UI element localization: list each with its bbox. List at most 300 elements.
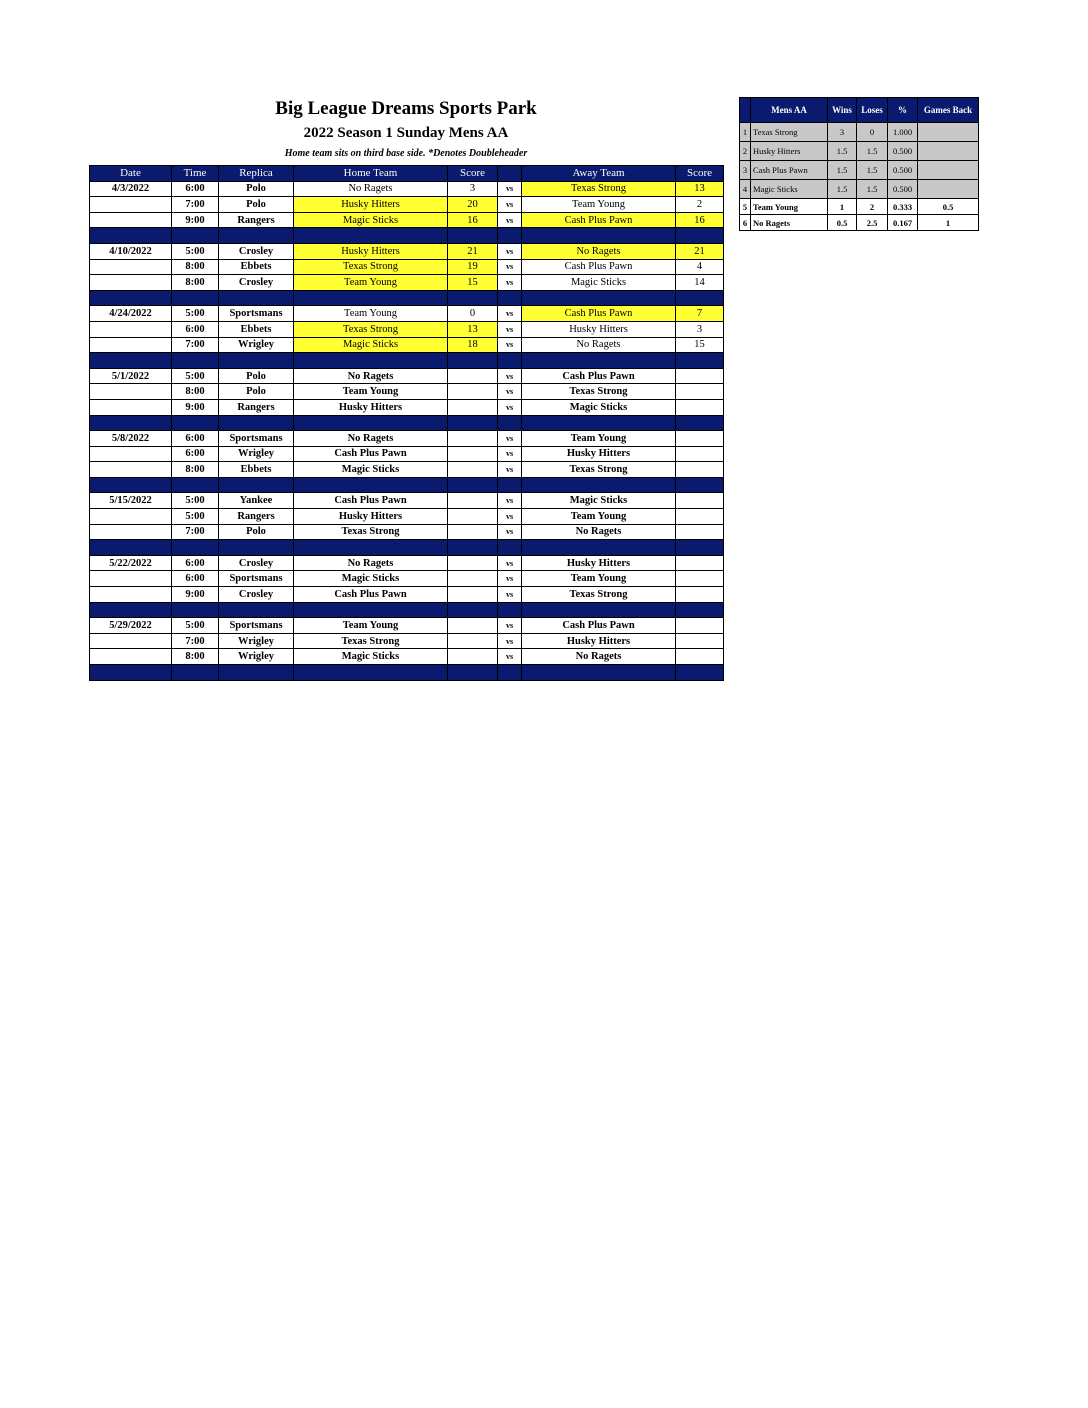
game-time: 8:00 [172,384,219,400]
separator-cell [676,415,724,431]
standings-header-rank [740,98,751,123]
game-time: 7:00 [172,633,219,649]
game-row [90,337,724,353]
away-score: 3 [676,321,724,337]
separator-cell [172,228,219,244]
separator-cell [294,665,448,681]
game-date: 5/29/2022 [90,618,172,634]
home-team: Texas Strong [294,524,448,540]
home-score [448,524,498,540]
separator-cell [498,290,522,306]
away-team: Team Young [522,431,676,447]
team-loses: 2 [857,199,888,215]
team-win-pct: 1.000 [888,123,918,142]
team-loses: 1.5 [857,161,888,180]
game-row [90,181,724,197]
schedule-header-row [90,166,724,182]
separator-cell [498,665,522,681]
team-rank: 1 [740,123,751,142]
home-team: Husky Hitters [294,197,448,213]
home-team: Cash Plus Pawn [294,493,448,509]
away-team: Magic Sticks [522,399,676,415]
game-replica-field: Sportsmans [219,306,294,322]
home-team: Team Young [294,306,448,322]
game-time: 8:00 [172,462,219,478]
separator-cell [676,477,724,493]
separator-cell [676,290,724,306]
col-header-vs [498,166,522,182]
game-row [90,399,724,415]
game-time: 6:00 [172,321,219,337]
away-team: Cash Plus Pawn [522,618,676,634]
separator-cell [294,353,448,369]
team-loses: 0 [857,123,888,142]
game-replica-field: Ebbets [219,321,294,337]
away-score: 16 [676,212,724,228]
vs-label: vs [498,555,522,571]
team-rank: 5 [740,199,751,215]
away-score: 2 [676,197,724,213]
game-date [90,571,172,587]
team-games-back [918,123,979,142]
team-loses: 1.5 [857,180,888,199]
separator-cell [498,540,522,556]
home-score [448,493,498,509]
separator-cell [448,290,498,306]
team-name: Husky Hitters [751,142,828,161]
game-time: 9:00 [172,399,219,415]
game-date [90,524,172,540]
game-row [90,275,724,291]
away-team: Texas Strong [522,587,676,603]
team-games-back: 0.5 [918,199,979,215]
game-date [90,384,172,400]
home-score [448,649,498,665]
game-time: 5:00 [172,306,219,322]
standings-row [740,199,979,215]
game-replica-field: Polo [219,368,294,384]
away-score [676,618,724,634]
game-row [90,212,724,228]
game-date [90,212,172,228]
away-team: No Ragets [522,649,676,665]
away-score [676,493,724,509]
home-team: Texas Strong [294,321,448,337]
vs-label: vs [498,368,522,384]
game-date [90,259,172,275]
vs-label: vs [498,306,522,322]
separator-cell [90,228,172,244]
week-separator [90,290,724,306]
separator-cell [172,353,219,369]
separator-cell [219,228,294,244]
separator-cell [294,290,448,306]
team-rank: 4 [740,180,751,199]
home-score [448,431,498,447]
col-header-away-score: Score [676,166,724,182]
team-wins: 1.5 [828,180,857,199]
separator-cell [90,477,172,493]
vs-label: vs [498,509,522,525]
away-team: No Ragets [522,524,676,540]
separator-cell [676,353,724,369]
team-name: Cash Plus Pawn [751,161,828,180]
game-time: 5:00 [172,618,219,634]
week-separator [90,415,724,431]
away-score: 15 [676,337,724,353]
game-row [90,431,724,447]
separator-cell [172,290,219,306]
separator-cell [676,228,724,244]
vs-label: vs [498,243,522,259]
team-win-pct: 0.500 [888,161,918,180]
game-date [90,321,172,337]
standings-row [740,142,979,161]
game-date [90,633,172,649]
home-team: Team Young [294,384,448,400]
separator-cell [676,665,724,681]
home-score [448,399,498,415]
col-header-away-team: Away Team [522,166,676,182]
standings-header-division: Mens AA [751,98,828,123]
separator-cell [172,540,219,556]
vs-label: vs [498,571,522,587]
separator-cell [448,477,498,493]
separator-cell [172,477,219,493]
team-games-back [918,161,979,180]
standings-body [740,123,979,231]
game-row [90,446,724,462]
home-team: Husky Hitters [294,509,448,525]
game-time: 5:00 [172,493,219,509]
separator-cell [522,602,676,618]
separator-cell [498,602,522,618]
away-team: No Ragets [522,243,676,259]
game-time: 8:00 [172,275,219,291]
team-win-pct: 0.333 [888,199,918,215]
away-score [676,571,724,587]
game-replica-field: Rangers [219,509,294,525]
separator-cell [294,540,448,556]
away-score [676,509,724,525]
game-time: 9:00 [172,212,219,228]
separator-cell [498,477,522,493]
home-team: No Ragets [294,431,448,447]
away-team: Team Young [522,509,676,525]
standings-row [740,215,979,231]
game-row [90,587,724,603]
team-rank: 6 [740,215,751,231]
team-games-back [918,180,979,199]
vs-label: vs [498,618,522,634]
game-row [90,649,724,665]
home-score: 18 [448,337,498,353]
team-loses: 2.5 [857,215,888,231]
vs-label: vs [498,649,522,665]
col-header-date: Date [90,166,172,182]
game-time: 7:00 [172,337,219,353]
home-score [448,555,498,571]
game-date [90,399,172,415]
game-replica-field: Polo [219,197,294,213]
away-team: Texas Strong [522,181,676,197]
col-header-time: Time [172,166,219,182]
home-score: 3 [448,181,498,197]
vs-label: vs [498,633,522,649]
vs-label: vs [498,212,522,228]
game-time: 5:00 [172,509,219,525]
game-date: 5/1/2022 [90,368,172,384]
separator-cell [294,415,448,431]
home-team: Magic Sticks [294,649,448,665]
team-wins: 0.5 [828,215,857,231]
away-score [676,587,724,603]
vs-label: vs [498,275,522,291]
away-team: No Ragets [522,337,676,353]
away-team: Husky Hitters [522,321,676,337]
standings-header-games-back: Games Back [918,98,979,123]
home-score: 21 [448,243,498,259]
game-replica-field: Wrigley [219,337,294,353]
standings-header-loses: Loses [857,98,888,123]
home-team: Husky Hitters [294,399,448,415]
game-replica-field: Wrigley [219,649,294,665]
standings-table [739,97,979,231]
home-team: Texas Strong [294,259,448,275]
game-date: 4/3/2022 [90,181,172,197]
home-score: 15 [448,275,498,291]
game-date: 5/15/2022 [90,493,172,509]
standings-header-wins: Wins [828,98,857,123]
home-score [448,633,498,649]
team-games-back: 1 [918,215,979,231]
away-team: Husky Hitters [522,555,676,571]
separator-cell [522,540,676,556]
game-date [90,446,172,462]
home-team: Husky Hitters [294,243,448,259]
home-team: Cash Plus Pawn [294,587,448,603]
vs-label: vs [498,493,522,509]
separator-cell [219,415,294,431]
separator-cell [522,353,676,369]
game-row [90,633,724,649]
separator-cell [522,477,676,493]
away-score [676,446,724,462]
separator-cell [498,353,522,369]
away-team: Cash Plus Pawn [522,259,676,275]
standings-header-pct: % [888,98,918,123]
home-score [448,384,498,400]
game-row [90,524,724,540]
separator-cell [90,540,172,556]
away-score: 21 [676,243,724,259]
game-time: 5:00 [172,368,219,384]
standings-row [740,161,979,180]
team-name: Team Young [751,199,828,215]
game-time: 6:00 [172,571,219,587]
team-name: Magic Sticks [751,180,828,199]
col-header-home-team: Home Team [294,166,448,182]
separator-cell [448,602,498,618]
vs-label: vs [498,384,522,400]
separator-cell [448,228,498,244]
vs-label: vs [498,524,522,540]
col-header-home-score: Score [448,166,498,182]
separator-cell [90,665,172,681]
vs-label: vs [498,431,522,447]
standings-row [740,180,979,199]
game-time: 6:00 [172,446,219,462]
separator-cell [172,602,219,618]
vs-label: vs [498,399,522,415]
game-row [90,571,724,587]
home-team: No Ragets [294,181,448,197]
game-replica-field: Crosley [219,275,294,291]
vs-label: vs [498,446,522,462]
away-score [676,431,724,447]
separator-cell [294,602,448,618]
team-win-pct: 0.500 [888,142,918,161]
away-score [676,524,724,540]
game-replica-field: Wrigley [219,446,294,462]
game-time: 8:00 [172,259,219,275]
game-replica-field: Polo [219,524,294,540]
game-date [90,587,172,603]
separator-cell [448,415,498,431]
separator-cell [498,415,522,431]
page-title: Big League Dreams Sports Park [275,98,537,119]
home-team: Texas Strong [294,633,448,649]
game-row [90,462,724,478]
schedule-note: Home team sits on third base side. *Denotes Doubleheader [284,148,528,159]
home-score: 19 [448,259,498,275]
away-team: Cash Plus Pawn [522,368,676,384]
separator-cell [90,290,172,306]
separator-cell [219,477,294,493]
away-team: Team Young [522,571,676,587]
game-row [90,493,724,509]
vs-label: vs [498,181,522,197]
team-wins: 1.5 [828,142,857,161]
week-separator [90,602,724,618]
separator-cell [676,540,724,556]
separator-cell [448,665,498,681]
game-row [90,555,724,571]
home-team: Magic Sticks [294,337,448,353]
game-date [90,509,172,525]
separator-cell [448,353,498,369]
week-separator [90,353,724,369]
away-team: Magic Sticks [522,275,676,291]
separator-cell [522,415,676,431]
away-team: Cash Plus Pawn [522,306,676,322]
separator-cell [522,665,676,681]
standings-row [740,123,979,142]
game-replica-field: Ebbets [219,462,294,478]
away-score [676,462,724,478]
game-replica-field: Crosley [219,555,294,571]
vs-label: vs [498,321,522,337]
game-row [90,243,724,259]
home-team: Team Young [294,275,448,291]
home-score [448,571,498,587]
away-score [676,555,724,571]
separator-cell [219,540,294,556]
game-date [90,197,172,213]
team-name: No Ragets [751,215,828,231]
game-date: 5/8/2022 [90,431,172,447]
game-replica-field: Polo [219,181,294,197]
game-replica-field: Sportsmans [219,571,294,587]
game-time: 9:00 [172,587,219,603]
separator-cell [90,415,172,431]
home-team: Magic Sticks [294,212,448,228]
away-team: Husky Hitters [522,633,676,649]
team-wins: 3 [828,123,857,142]
game-time: 6:00 [172,181,219,197]
game-row [90,368,724,384]
away-score [676,384,724,400]
separator-cell [448,540,498,556]
game-replica-field: Sportsmans [219,618,294,634]
game-row [90,259,724,275]
home-score: 16 [448,212,498,228]
team-loses: 1.5 [857,142,888,161]
separator-cell [219,602,294,618]
home-score [448,462,498,478]
game-time: 5:00 [172,243,219,259]
separator-cell [498,228,522,244]
home-score [448,509,498,525]
game-replica-field: Crosley [219,243,294,259]
separator-cell [294,477,448,493]
away-score: 4 [676,259,724,275]
game-date [90,275,172,291]
team-name: Texas Strong [751,123,828,142]
separator-cell [172,415,219,431]
schedule-body [90,181,724,680]
week-separator [90,665,724,681]
home-score [448,368,498,384]
team-wins: 1.5 [828,161,857,180]
home-score [448,446,498,462]
away-score [676,368,724,384]
away-score [676,649,724,665]
team-win-pct: 0.500 [888,180,918,199]
game-time: 6:00 [172,555,219,571]
vs-label: vs [498,462,522,478]
away-team: Cash Plus Pawn [522,212,676,228]
away-score: 13 [676,181,724,197]
game-row [90,384,724,400]
game-replica-field: Polo [219,384,294,400]
vs-label: vs [498,337,522,353]
separator-cell [676,602,724,618]
week-separator [90,540,724,556]
col-header-replica: Replica [219,166,294,182]
game-date [90,462,172,478]
game-date [90,649,172,665]
team-rank: 3 [740,161,751,180]
away-team: Magic Sticks [522,493,676,509]
game-date: 5/22/2022 [90,555,172,571]
game-replica-field: Wrigley [219,633,294,649]
vs-label: vs [498,587,522,603]
week-separator [90,477,724,493]
team-wins: 1 [828,199,857,215]
separator-cell [219,665,294,681]
separator-cell [219,290,294,306]
